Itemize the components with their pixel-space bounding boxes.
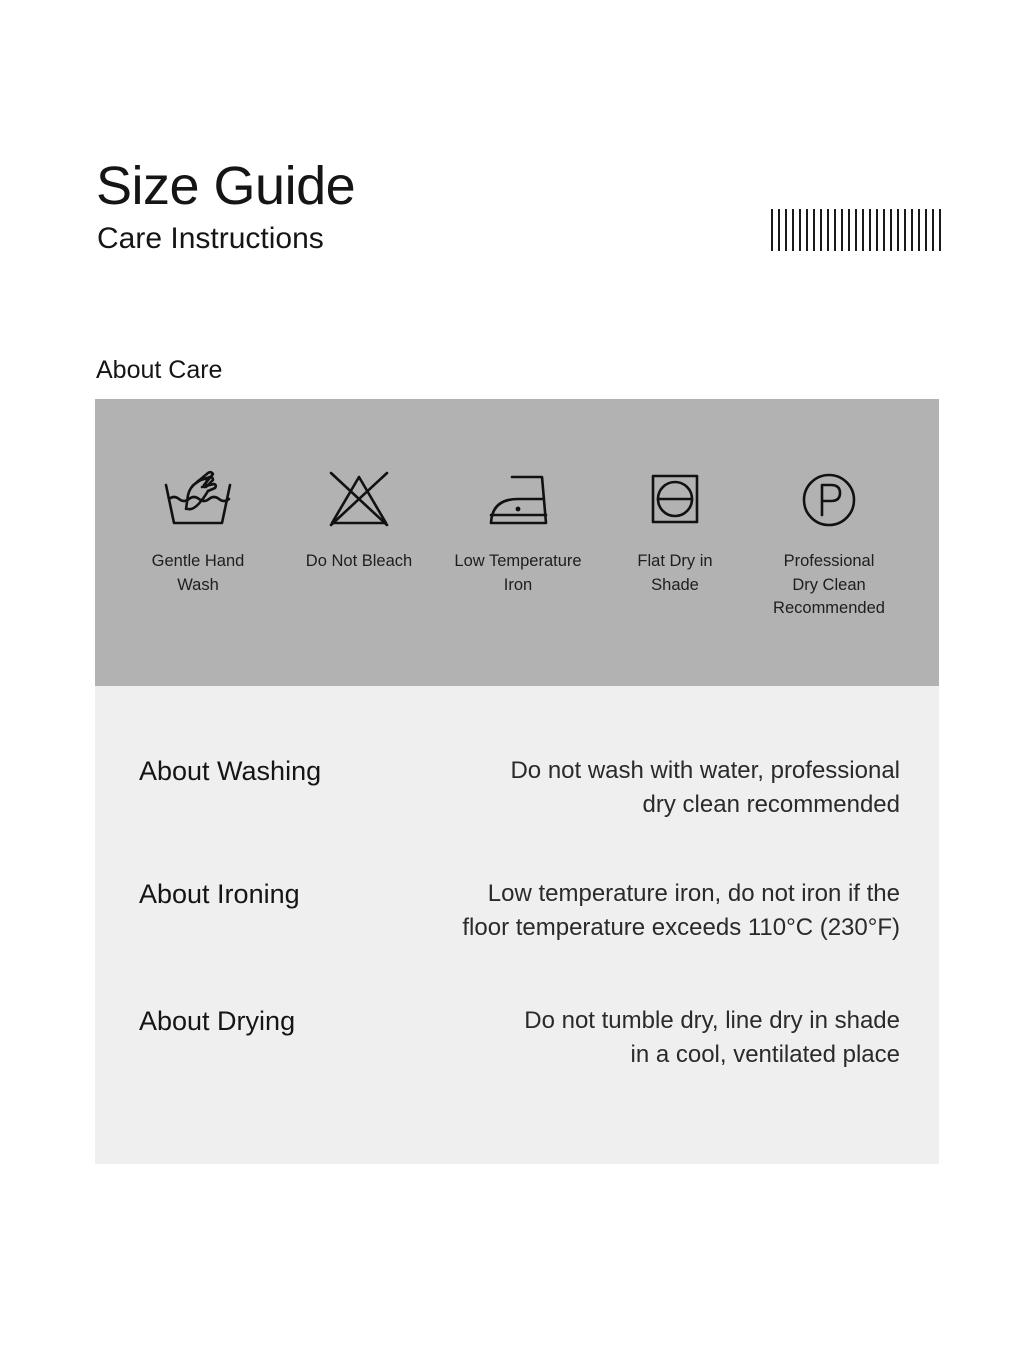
symbol-label: Professional Dry Clean Recommended (773, 552, 885, 617)
flat-dry-shade-icon (635, 465, 715, 535)
low-iron-icon (478, 465, 558, 535)
care-symbol-no-bleach (284, 399, 434, 686)
page-subtitle: Care Instructions (97, 222, 324, 255)
detail-text: Low temperature iron, do not iron if the floor temperature exceeds 110°C (230°F) (462, 880, 900, 941)
symbol-label: Low Temperature Iron (454, 552, 582, 594)
detail-label: About Ironing (139, 879, 300, 909)
barcode-icon (770, 209, 942, 251)
care-symbol-hand-wash (123, 399, 273, 686)
hand-wash-icon (158, 465, 238, 535)
about-care-heading: About Care (96, 356, 223, 384)
symbol-label: Flat Dry in Shade (637, 552, 713, 594)
page-title: Size Guide (96, 156, 356, 216)
detail-text: Do not tumble dry, line dry in shade in a cool, ventilated place (524, 1007, 900, 1068)
care-symbol-low-iron (443, 399, 593, 686)
detail-label: About Washing (139, 756, 322, 786)
care-details-panel (95, 686, 939, 1164)
care-symbols-panel (95, 399, 939, 686)
detail-label: About Drying (139, 1006, 296, 1036)
care-symbol-flat-dry-shade (600, 399, 750, 686)
dry-clean-p-icon (789, 465, 869, 535)
symbol-label: Gentle Hand Wash (151, 552, 245, 594)
detail-row-ironing (95, 877, 939, 957)
detail-text: Do not wash with water, professional dry clean recommended (510, 757, 900, 818)
no-bleach-icon (319, 465, 399, 535)
care-symbol-dry-clean (754, 399, 904, 686)
detail-row-washing (95, 754, 939, 834)
detail-row-drying (95, 1004, 939, 1084)
symbol-label: Do Not Bleach (305, 552, 413, 570)
